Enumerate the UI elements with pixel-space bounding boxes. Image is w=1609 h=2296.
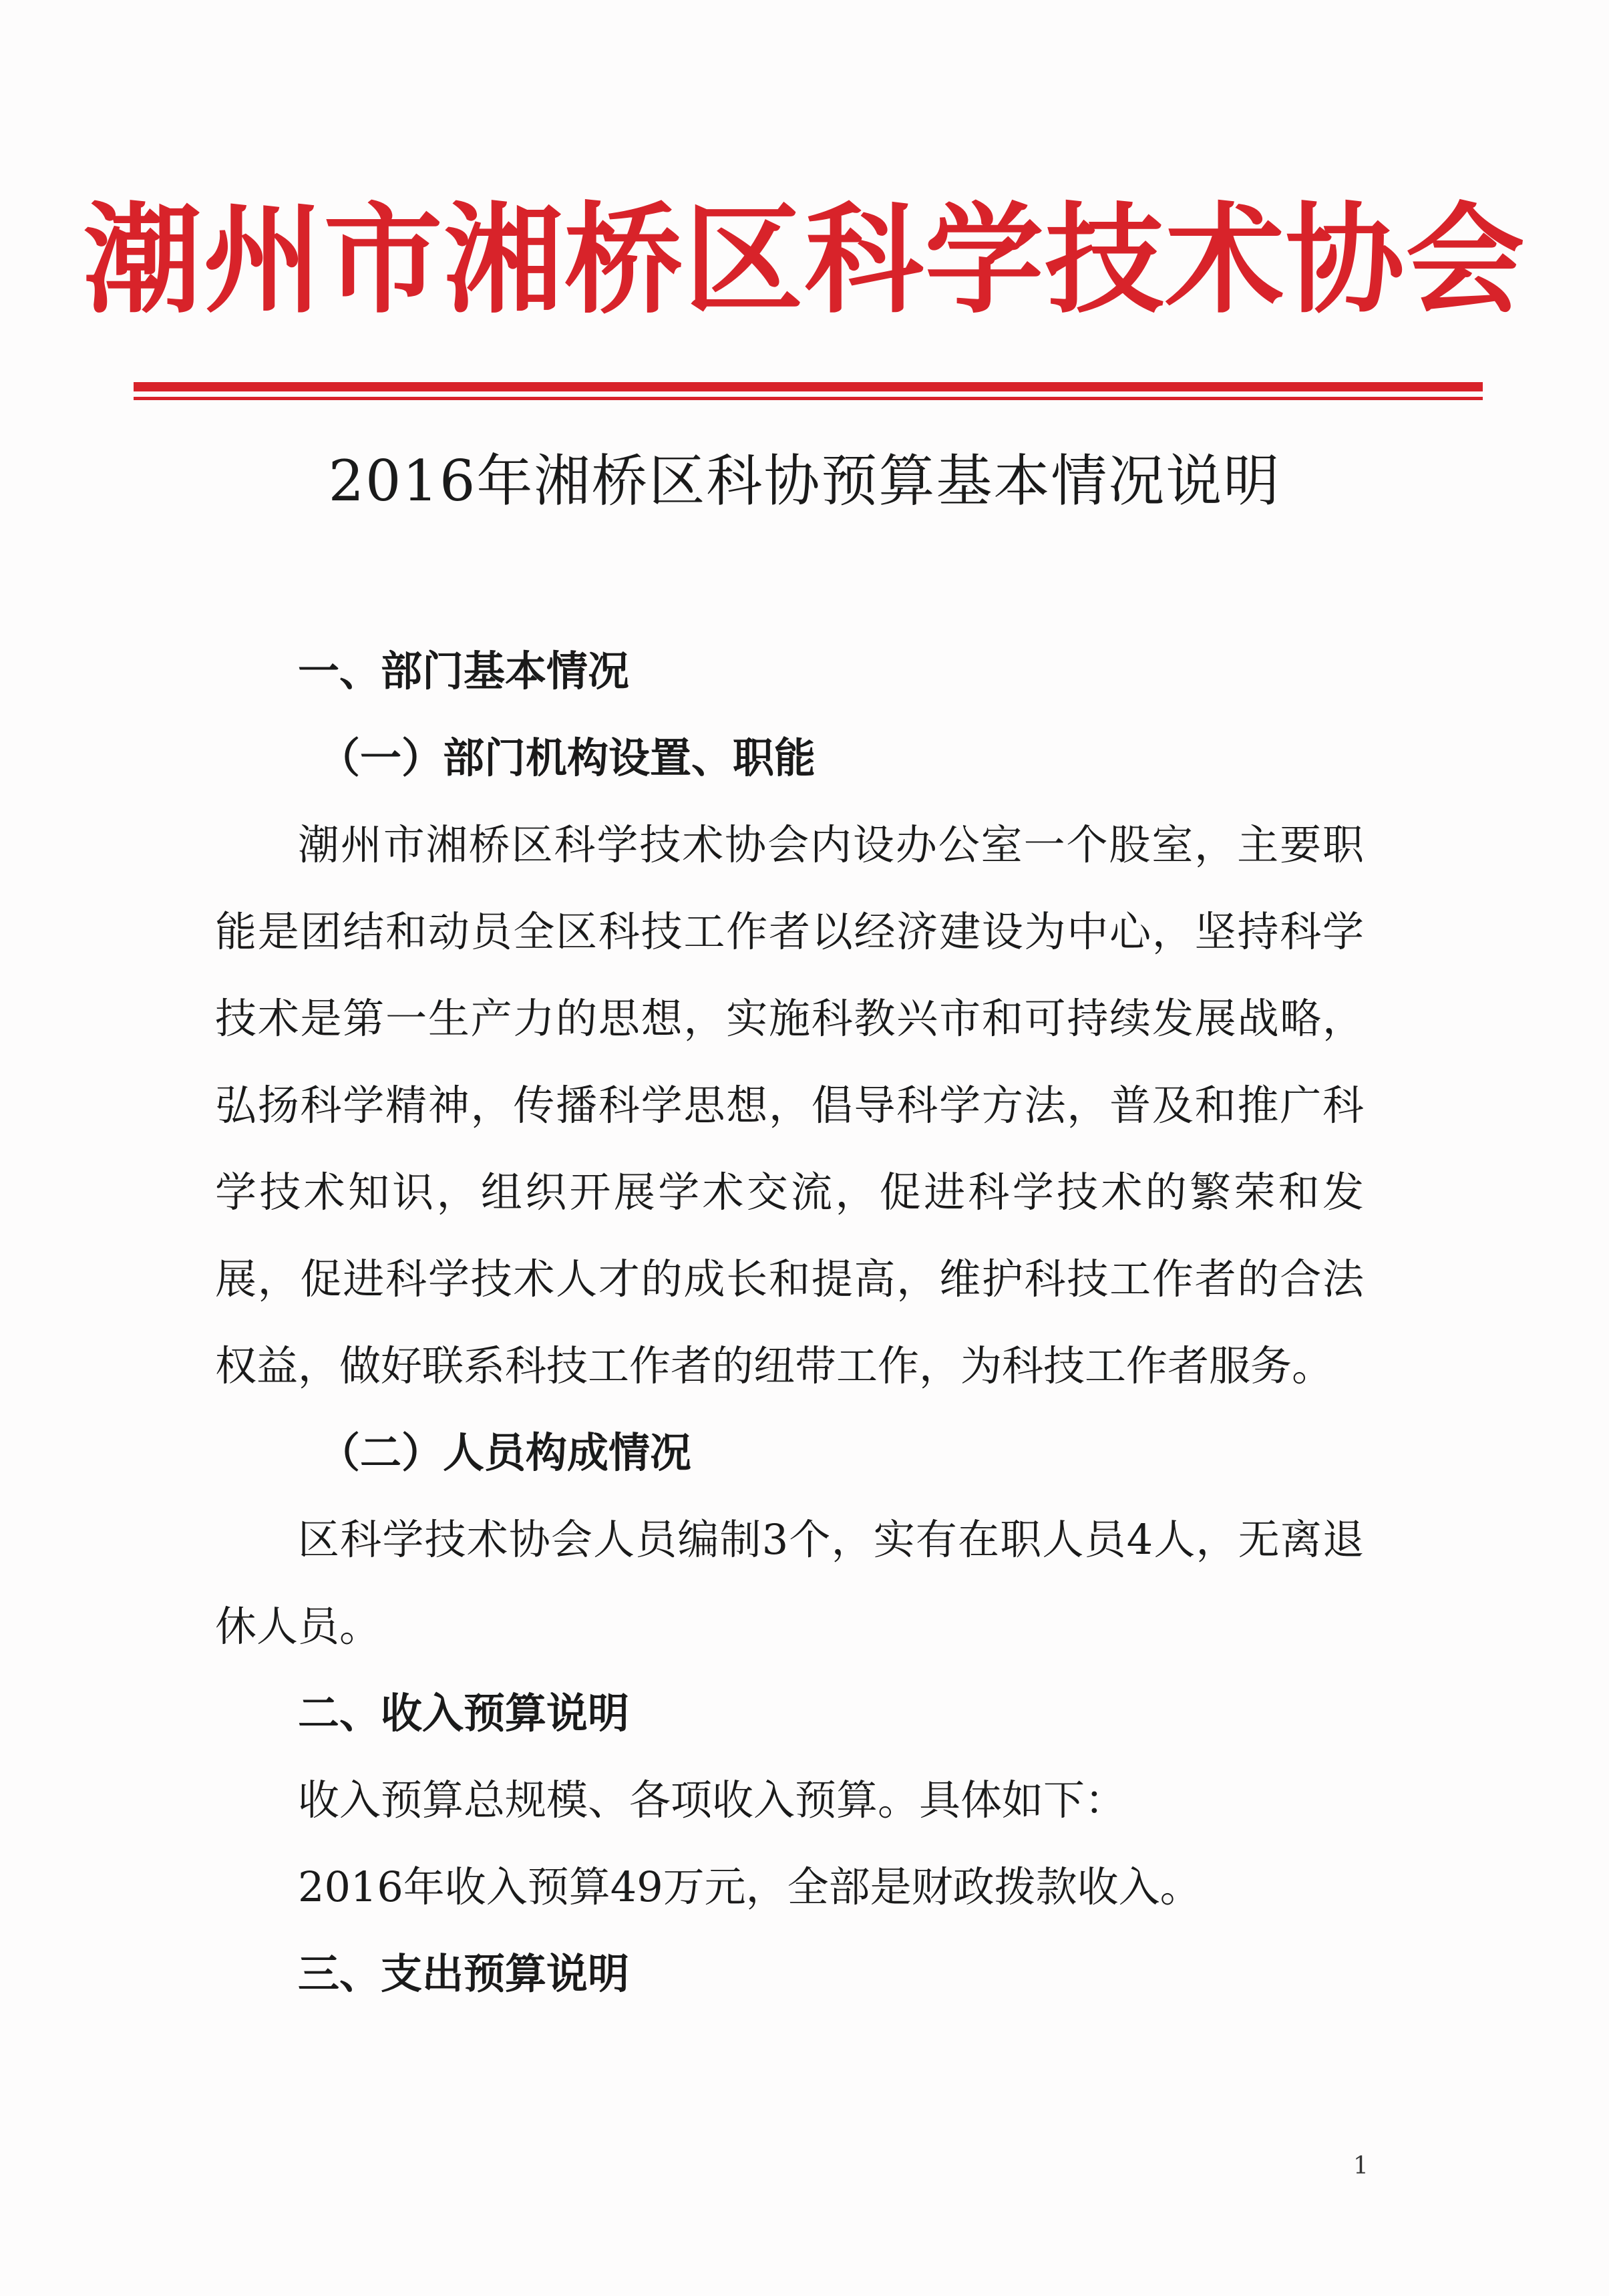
- letterhead-rule-thin: [134, 397, 1483, 400]
- letterhead-rule-thick: [134, 382, 1483, 391]
- body-paragraph: 区科学技术协会人员编制3个，实有在职人员4人，无离退休人员。: [215, 1515, 1364, 1651]
- letterhead-title: 潮州市湘桥区科学技术协会: [83, 190, 1526, 329]
- page-number: 1: [1353, 2152, 1369, 2180]
- subsection-heading: （一）部门机构设置、职能: [319, 733, 816, 782]
- subsection-heading: （二）人员构成情况: [319, 1428, 692, 1477]
- body-paragraph: 2016年收入预算49万元，全部是财政拨款收入。: [298, 1862, 1202, 1911]
- section-heading: 三、支出预算说明: [298, 1949, 630, 1998]
- document-body: [215, 628, 1364, 2017]
- body-paragraph: 潮州市湘桥区科学技术协会内设办公室一个股室，主要职能是团结和动员全区科技工作者以经济建设为中心，坚持科学技术是第一生产力的思想，实施科教兴市和可持续发展战略，弘扬科学精神，传播科学思想，倡导科学方法，普及和推广科学技术知识，组织开展学术交流，促进科学技术的繁荣和发展，促进科学技术人才的成长和提高，维护科技工作者的合法权益，做好联系科技工作者的纽带工作，为科技工作者服务。: [215, 820, 1364, 1390]
- section-heading: 二、收入预算说明: [298, 1689, 630, 1738]
- section-heading: 一、部门基本情况: [298, 647, 630, 695]
- document-title: 2016年湘桥区科协预算基本情况说明: [328, 448, 1281, 514]
- body-paragraph: 收入预算总规模、各项收入预算。具体如下：: [298, 1776, 1127, 1824]
